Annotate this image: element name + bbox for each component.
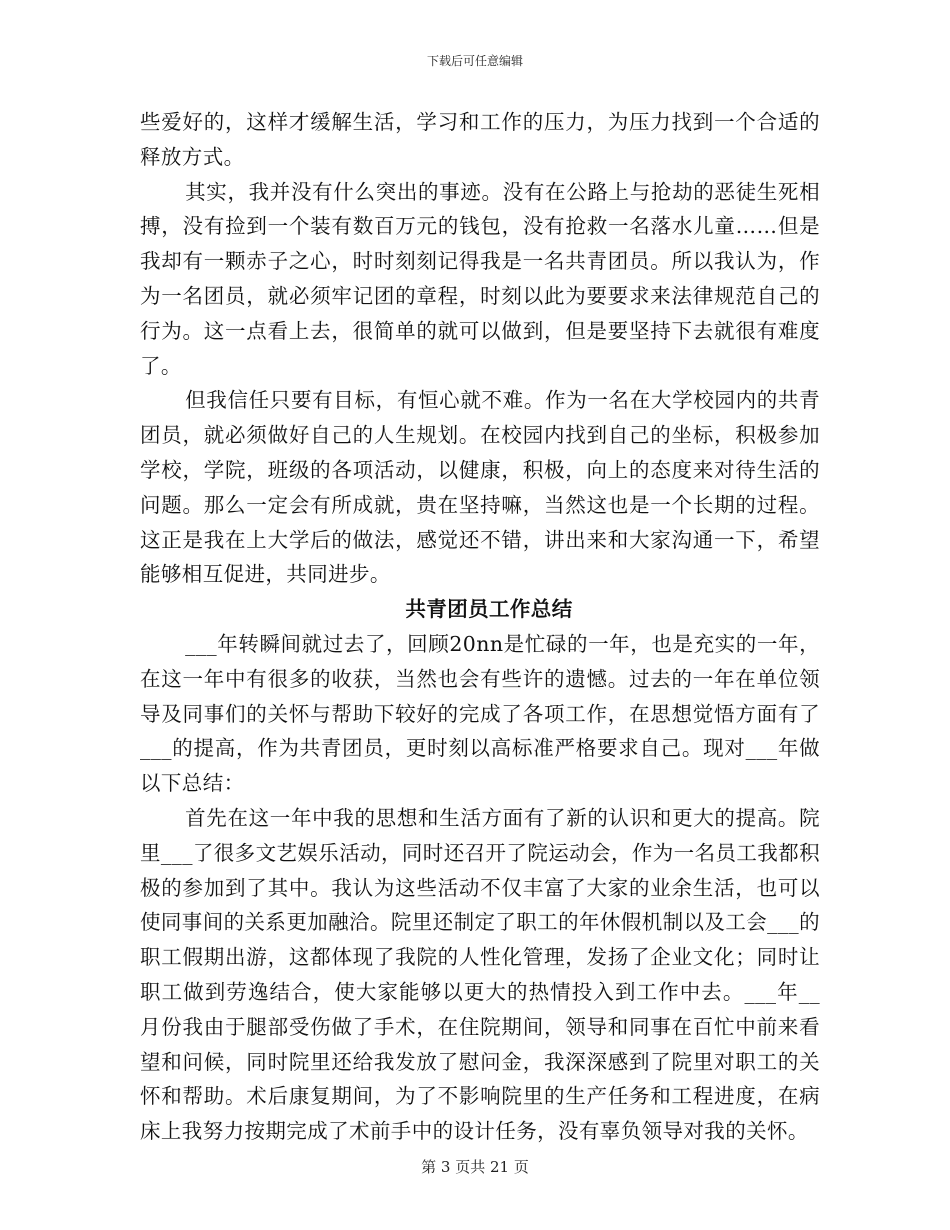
page-footer: 第 3 页共 21 页 xyxy=(421,1158,529,1176)
page-header: 下载后可任意编辑 xyxy=(426,54,523,68)
paragraph-1: 些爱好的，这样才缓解生活，学习和工作的压力，为压力找到一个合适的释放方式。 xyxy=(140,110,820,169)
document-body xyxy=(140,105,820,1149)
paragraph-3: 但我信任只要有目标，有恒心就不难。作为一名在大学校园内的共青团员，就必须做好自己的人生规划。在校园内找到自己的坐标，积极参加学校，学院，班级的各项活动，以健康，积极，向上的态度来对待生活的问题。那么一定会有所成就，贵在坚持嘛，当然这也是一个长期的过程。这正是我在上大学后的做法，感觉还不错，讲出来和大家沟通一下，希望能够相互促进，共同进步。 xyxy=(140,388,820,587)
section-heading: 共青团员工作总结 xyxy=(405,597,573,622)
paragraph-2: 其实，我并没有什么突出的事迹。没有在公路上与抢劫的恶徒生死相搏，没有捡到一个装有数百万元的钱包，没有抢救一名落水儿童……但是我却有一颗赤子之心，时时刻刻记得我是一名共青团员。所以我认为，作为一名团员，就必须牢记团的章程，时刻以此为要要求来法律规范自己的行为。这一点看上去，很简单的就可以做到，但是要坚持下去就很有难度了。 xyxy=(140,179,820,378)
paragraph-5: 首先在这一年中我的思想和生活方面有了新的认识和更大的提高。院里___了很多文艺娱乐活动，同时还召开了院运动会，作为一名员工我都积极的参加到了其中。我认为这些活动不仅丰富了大家的业余生活，也可以使同事间的关系更加融洽。院里还制定了职工的年休假机制以及工会___的职工假期出游，这都体现了我院的人性化管理，发扬了企业文化；同时让职工做到劳逸结合，使大家能够以更大的热情投入到工作中去。___年__月份我由于腿部受伤做了手术，在住院期间，领导和同事在百忙中前来看望和问候，同时院里还给我发放了慰问金，我深深感到了院里对职工的关怀和帮助。术后康复期间，为了不影响院里的生产任务和工程进度，在病床上我努力按期完成了术前手中的设计任务，没有辜负领导对我的关怀。 xyxy=(140,805,820,1144)
paragraph-4: ___年转瞬间就过去了，回顾20nn是忙碌的一年，也是充实的一年，在这一年中有很多的收获，当然也会有些许的遗憾。过去的一年在单位领导及同事们的关怀与帮助下较好的完成了各项工作，在思想觉悟方面有了___的提高，作为共青团员，更时刻以高标准严格要求自己。现对___年做以下总结： xyxy=(140,631,820,796)
